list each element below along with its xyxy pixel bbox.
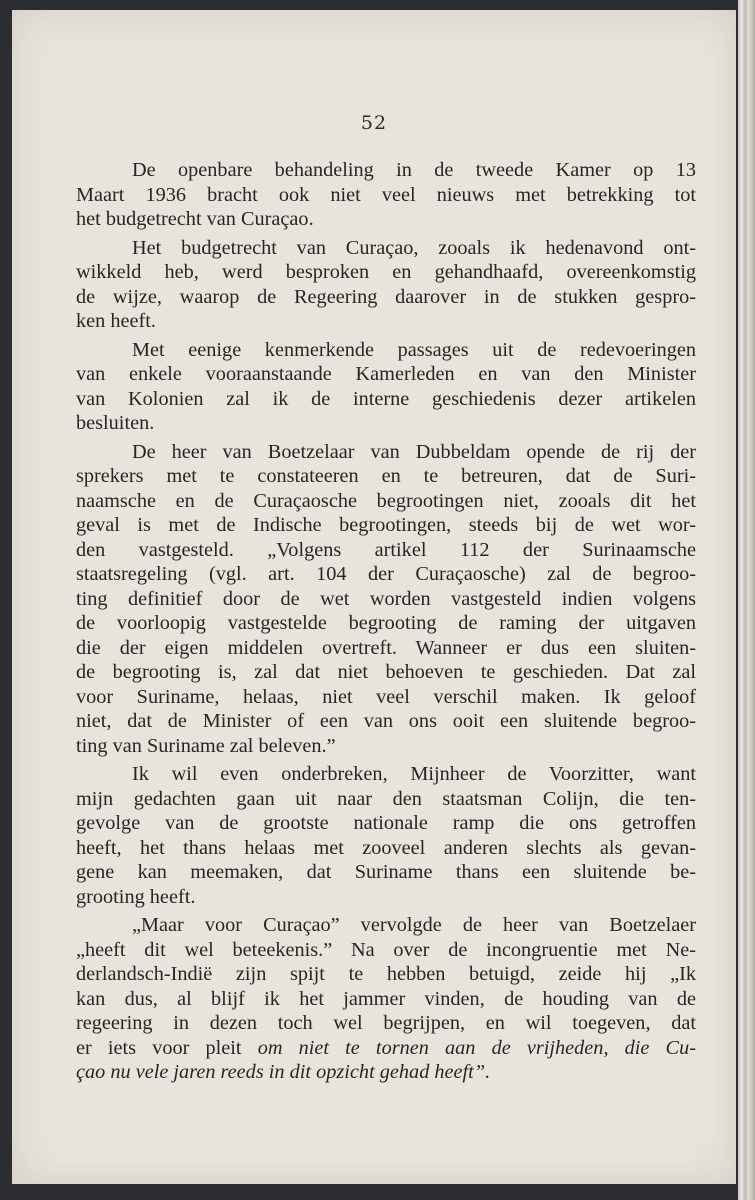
text-line: ken heeft. — [76, 310, 156, 332]
text-line: De openbare behandeling in de tweede Kamer op 13 — [132, 159, 696, 181]
paragraph-5 — [76, 762, 696, 909]
text-line: die der eigen middelen overtreft. Wanneer er dus een sluiten- — [76, 636, 696, 659]
text-line: gene kan meemaken, dat Suriname thans een sluitende be- — [76, 861, 696, 883]
text-line: het budgetrecht van Curaçao. — [76, 208, 314, 230]
text-line: grooting heeft. — [76, 885, 196, 908]
text-line: mijn gedachten gaan uit naar den staatsman Colijn, die ten- — [76, 787, 696, 810]
text-line: sprekers met te constateeren en te betreuren, dat de Suri- — [76, 465, 696, 487]
text-line: wikkeld heb, werd besproken en gehandhaafd, overeenkomstig — [76, 261, 696, 283]
text-line: de wijze, waarop de Regeering daarover in de stukken gespro- — [76, 285, 696, 308]
italic-text-line: çao nu vele jaren reeds in dit opzicht gehad heeft”. — [76, 1061, 491, 1083]
text-line: staatsregeling (vgl. art. 104 der Curaçaosche) zal de begroo- — [76, 563, 696, 585]
page-number: 52 — [360, 112, 388, 134]
text-line: de begrooting is, zal dat niet behoeven te geschieden. Dat zal — [76, 661, 696, 683]
text-line: naamsche en de Curaçaosche begrootingen niet, zooals dit het — [76, 489, 696, 512]
text-line: den vastgesteld. „Volgens artikel 112 der Surinaamsche — [76, 538, 696, 561]
text-line: geval is met de Indische begrootingen, steeds bij de wet wor- — [76, 514, 696, 536]
text-line: Met eenige kenmerkende passages uit de redevoeringen — [132, 338, 696, 361]
book-page — [12, 10, 736, 1184]
paragraph-6 — [76, 913, 696, 1085]
text-line: kan dus, al blijf ik het jammer vinden, de houding van de — [76, 987, 696, 1010]
text-line: regeering in dezen toch wel begrijpen, en wil toegeven, dat — [76, 1012, 696, 1034]
text-line: „Maar voor Curaçao” vervolgde de heer van Boetzelaer — [132, 914, 696, 936]
text-line: Het budgetrecht van Curaçao, zooals ik hedenavond ont- — [132, 236, 696, 259]
paragraph-2 — [76, 236, 696, 334]
text-line-mixed — [76, 1036, 696, 1061]
paragraph-1 — [76, 158, 696, 232]
text-line: de voorloopig vastgestelde begrooting de raming der uitgaven — [76, 612, 696, 634]
text-line: ting van Suriname zal beleven.” — [76, 734, 336, 757]
page-edge-binding — [738, 0, 755, 1200]
text-line: voor Suriname, helaas, niet veel verschil maken. Ik geloof — [76, 685, 696, 708]
italic-run: om niet te tornen aan de vrijheden, die Cu- — [257, 1036, 696, 1059]
text-run: er iets voor pleit — [76, 1036, 258, 1059]
paragraph-4 — [76, 440, 696, 759]
scan-top-border — [0, 0, 755, 10]
paragraph-3 — [76, 338, 696, 436]
text-line: heeft, het thans helaas met zooveel anderen slechts als gevan- — [76, 836, 696, 859]
body-text — [76, 158, 696, 1085]
text-line: ting definitief door de wet worden vastgesteld indien volgens — [76, 587, 696, 610]
text-line: van Kolonien zal ik de interne geschiedenis dezer artikelen — [76, 387, 696, 410]
text-line: Ik wil even onderbreken, Mijnheer de Voorzitter, want — [132, 763, 696, 785]
text-line: van enkele vooraanstaande Kamerleden en van den Minister — [76, 363, 696, 385]
text-line: niet, dat de Minister of een van ons ooit een sluitende begroo- — [76, 710, 696, 732]
text-line: Maart 1936 bracht ook niet veel nieuws met betrekking tot — [76, 183, 696, 206]
text-line: besluiten. — [76, 412, 155, 434]
text-line: derlandsch-Indië zijn spijt te hebben betuigd, zeide hij „Ik — [76, 963, 696, 985]
text-line: De heer van Boetzelaar van Dubbeldam opende de rij der — [132, 440, 696, 463]
text-line: „heeft dit wel beteekenis.” Na over de incongruentie met Ne- — [76, 938, 696, 961]
text-line: gevolge van de grootste nationale ramp die ons getroffen — [76, 812, 696, 834]
